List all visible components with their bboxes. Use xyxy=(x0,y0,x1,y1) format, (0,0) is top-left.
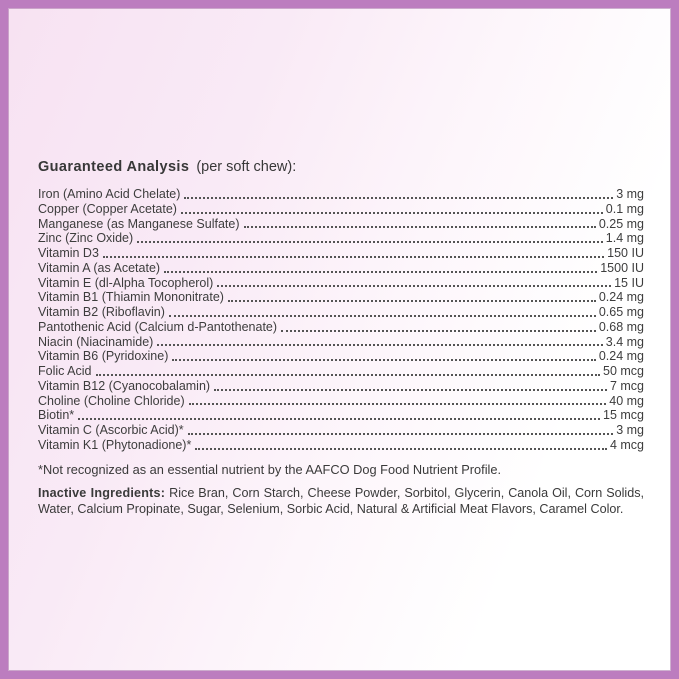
dot-leader xyxy=(228,290,596,302)
analysis-row xyxy=(38,349,644,364)
nutrient-amount: 50 mcg xyxy=(603,364,644,378)
nutrient-amount: 3 mg xyxy=(616,187,644,201)
analysis-row xyxy=(38,231,644,246)
nutrient-name: Choline (Choline Chloride) xyxy=(38,393,185,408)
dot-leader xyxy=(164,261,597,273)
dot-leader xyxy=(281,320,596,332)
analysis-row xyxy=(38,423,644,438)
analysis-row xyxy=(38,394,644,409)
nutrient-amount: 4 mcg xyxy=(609,437,644,452)
analysis-row xyxy=(38,379,644,394)
nutrient-name: Vitamin B1 (Thiamin Mononitrate) xyxy=(38,290,224,305)
nutrient-amount: 1500 IU xyxy=(600,260,644,275)
nutrient-name: Pantothenic Acid (Calcium d-Pantothenate) xyxy=(38,319,278,334)
nutrient-name: Vitamin D3 xyxy=(38,246,99,260)
dot-leader xyxy=(189,394,607,406)
dot-leader xyxy=(169,305,596,317)
nutrient-name: Biotin* xyxy=(38,408,75,423)
analysis-row xyxy=(38,246,644,261)
analysis-rows xyxy=(38,187,644,453)
nutrient-name: Vitamin E (dl-Alpha Tocopherol) xyxy=(38,275,214,290)
dot-leader xyxy=(103,246,604,258)
nutrient-name: Vitamin B6 (Pyridoxine) xyxy=(38,349,169,364)
nutrient-name: Zinc (Zinc Oxide) xyxy=(38,231,134,246)
nutrient-amount: 0.68 mg xyxy=(598,319,644,334)
nutrient-amount: 150 IU xyxy=(607,246,644,260)
nutrient-name: Vitamin A (as Acetate) xyxy=(38,260,161,275)
dot-leader xyxy=(214,379,607,391)
dot-leader xyxy=(96,364,601,376)
dot-leader xyxy=(184,187,613,199)
analysis-row xyxy=(38,438,644,453)
analysis-row xyxy=(38,276,644,291)
nutrient-name: Vitamin B2 (Riboflavin) xyxy=(38,305,165,319)
nutrient-name: Vitamin B12 (Cyanocobalamin) xyxy=(38,378,211,393)
analysis-row xyxy=(38,217,644,232)
inactive-ingredients xyxy=(38,485,644,518)
analysis-row xyxy=(38,364,644,379)
nutrient-amount: 3.4 mg xyxy=(605,334,644,349)
section-title-main: Guaranteed Analysis xyxy=(38,159,190,175)
analysis-row xyxy=(38,261,644,276)
nutrient-amount: 0.25 mg xyxy=(598,216,644,231)
analysis-row xyxy=(38,290,644,305)
inactive-ingredients-label: Inactive Ingredients: xyxy=(38,485,166,500)
nutrient-amount: 3 mg xyxy=(616,423,644,437)
dot-leader xyxy=(78,408,600,420)
nutrient-amount: 0.1 mg xyxy=(605,201,644,216)
dot-leader xyxy=(137,231,603,243)
nutrient-name: Folic Acid xyxy=(38,364,92,378)
nutrient-name: Manganese (as Manganese Sulfate) xyxy=(38,216,240,231)
analysis-row xyxy=(38,305,644,320)
section-title xyxy=(38,158,644,176)
inactive-ingredients-text: Rice Bran, Corn Starch, Cheese Powder, Sorbitol, Glycerin, Canola Oil, Corn Solids, Water, Calcium Propinate, Sugar, Selenium, Sorbic Acid, Natural & Artificial Meat Flavors, Caramel Color. xyxy=(38,485,645,516)
nutrient-amount: 15 mcg xyxy=(603,408,644,423)
dot-leader xyxy=(195,438,607,450)
analysis-row xyxy=(38,408,644,423)
footnote: *Not recognized as an essential nutrient by the AAFCO Dog Food Nutrient Profile. xyxy=(38,461,502,477)
nutrient-amount: 40 mg xyxy=(609,393,644,408)
analysis-row xyxy=(38,320,644,335)
nutrient-amount: 15 IU xyxy=(614,275,644,290)
nutrient-name: Vitamin K1 (Phytonadione)* xyxy=(38,437,192,452)
dot-leader xyxy=(188,423,614,435)
dot-leader xyxy=(217,276,611,288)
dot-leader xyxy=(181,202,603,214)
nutrient-amount: 0.24 mg xyxy=(598,290,644,305)
nutrient-name: Copper (Copper Acetate) xyxy=(38,201,177,216)
analysis-row xyxy=(38,335,644,350)
analysis-row xyxy=(38,187,644,202)
dot-leader xyxy=(157,335,602,347)
guaranteed-analysis-panel xyxy=(8,8,671,518)
nutrient-name: Vitamin C (Ascorbic Acid)* xyxy=(38,423,184,437)
dot-leader xyxy=(172,349,595,361)
nutrient-amount: 0.24 mg xyxy=(598,349,644,364)
section-title-qualifier: (per soft chew): xyxy=(196,159,297,175)
nutrient-amount: 1.4 mg xyxy=(605,231,644,246)
analysis-row xyxy=(38,202,644,217)
nutrient-name: Niacin (Niacinamide) xyxy=(38,334,154,349)
dot-leader xyxy=(244,217,596,229)
nutrient-name: Iron (Amino Acid Chelate) xyxy=(38,187,181,201)
nutrient-amount: 7 mcg xyxy=(609,378,644,393)
nutrient-amount: 0.65 mg xyxy=(598,305,644,319)
